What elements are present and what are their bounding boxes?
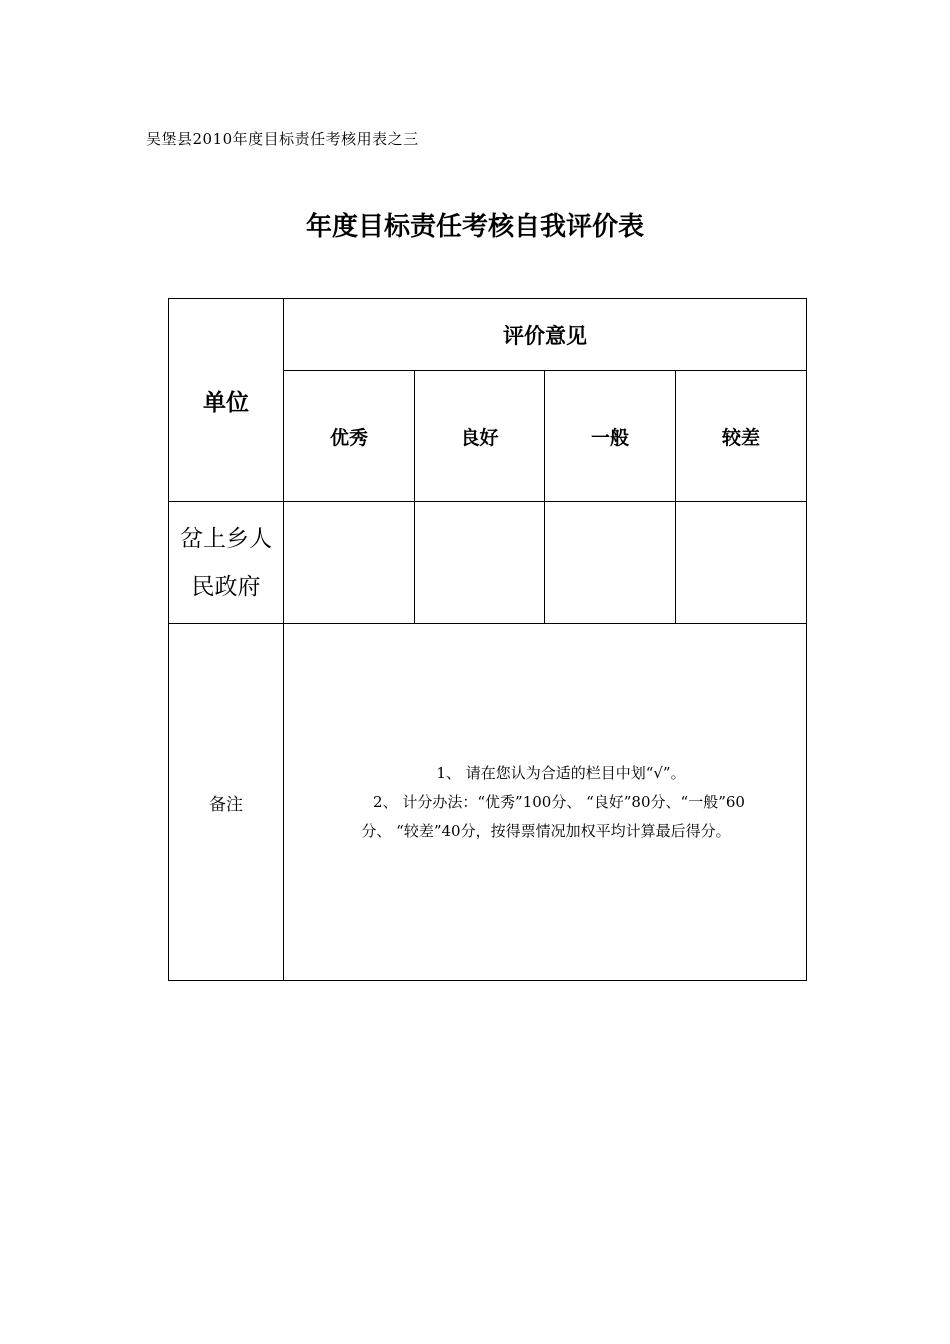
check-cell-good[interactable] xyxy=(415,502,545,624)
unit-name-cell xyxy=(169,502,284,624)
grade-header-good: 良好 xyxy=(415,371,545,502)
unit-name-line1: 岔上乡人 xyxy=(180,525,272,552)
note-line-3: 分、 “较差”40分，按得票情况加权平均计算最后得分。 xyxy=(361,821,731,840)
opinion-header-cell xyxy=(284,299,807,371)
note-line-2: 2、 计分办法：“优秀”100分、 “良好”80分、“一般”60 xyxy=(373,792,745,811)
grade-header-excellent: 优秀 xyxy=(284,371,415,502)
remarks-label: 备注 xyxy=(209,794,243,815)
grade-header-poor: 较差 xyxy=(676,371,807,502)
remarks-notes xyxy=(284,759,806,846)
remarks-content-cell xyxy=(284,624,807,981)
unit-name-line2: 民政府 xyxy=(191,573,261,600)
unit-header-cell xyxy=(169,299,284,502)
check-cell-excellent[interactable] xyxy=(284,502,415,624)
check-cell-average[interactable] xyxy=(545,502,676,624)
page-title: 年度目标责任考核自我评价表 xyxy=(305,212,644,242)
grade-header-average: 一般 xyxy=(545,371,676,502)
evaluation-table xyxy=(168,298,807,981)
note-line-1: 1、 请在您认为合适的栏目中划“√”。 xyxy=(436,763,686,782)
remarks-label-cell xyxy=(169,624,284,981)
unit-header: 单位 xyxy=(203,389,249,416)
form-series-label: 吴堡县2010年度目标责任考核用表之三 xyxy=(146,130,419,148)
opinion-header: 评价意见 xyxy=(503,323,587,348)
check-cell-poor[interactable] xyxy=(676,502,807,624)
